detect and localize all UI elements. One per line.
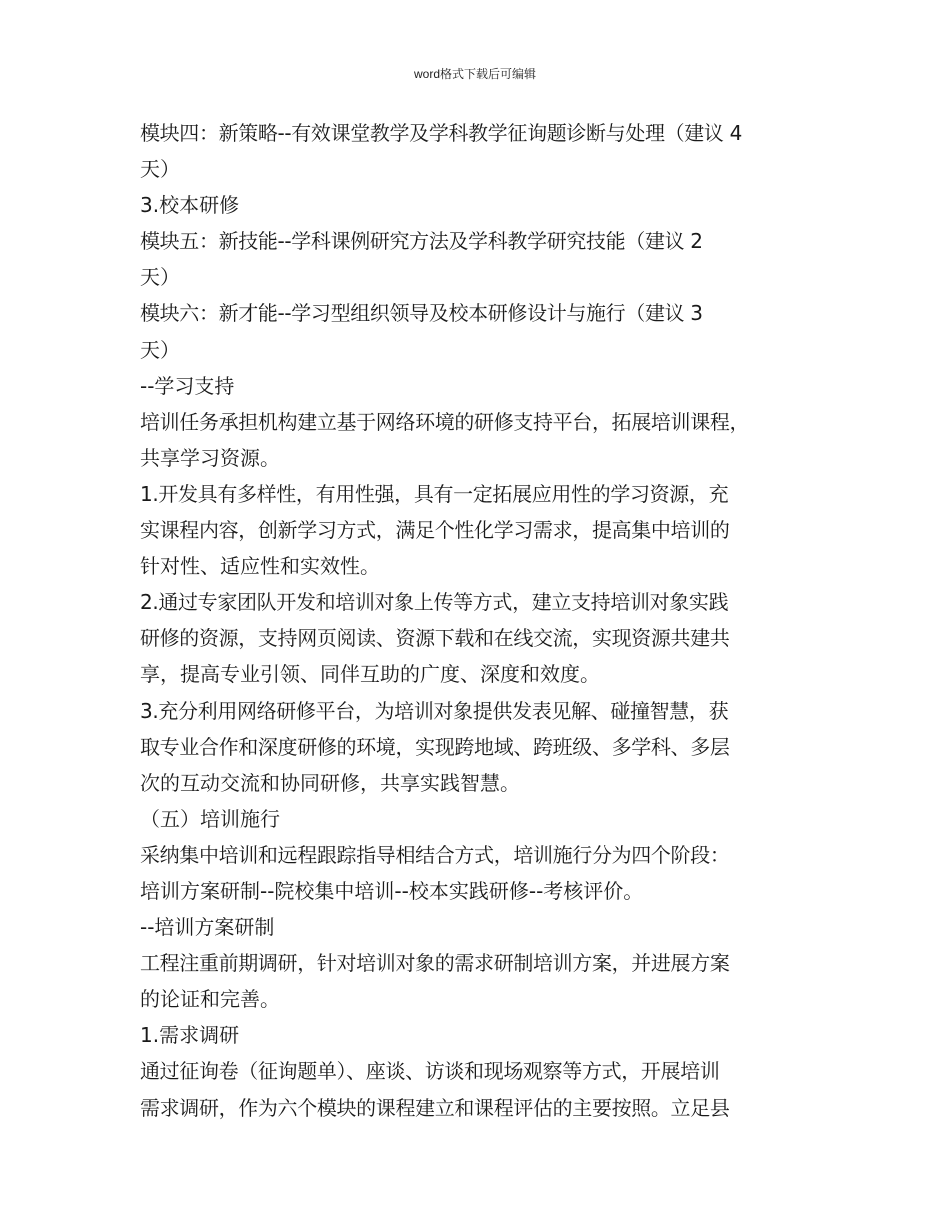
text-line: 享，提高专业引领、同伴互助的广度、深度和效度。 bbox=[140, 662, 600, 687]
text-line: 取专业合作和深度研修的环境，实现跨地域、跨班级、多学科、多层 bbox=[140, 734, 730, 759]
page-header: word格式下载后可编辑 bbox=[413, 67, 536, 81]
text-line: 模块五：新技能--学科课例研究方法及学科教学研究技能（建议 2 bbox=[140, 229, 703, 254]
text-line: --培训方案研制 bbox=[140, 915, 275, 940]
document-body bbox=[140, 115, 822, 1126]
text-line: 3.校本研修 bbox=[140, 193, 240, 218]
text-line: 次的互动交流和协同研修，共享实践智慧。 bbox=[140, 770, 520, 795]
text-line: 天） bbox=[140, 337, 180, 362]
text-line: 培训方案研制--院校集中培训--校本实践研修--考核评价。 bbox=[140, 878, 644, 903]
text-line: 通过征询卷（征询题单）、座谈、访谈和现场观察等方式，开展培训 bbox=[140, 1059, 720, 1084]
text-line: 采纳集中培训和远程跟踪指导相结合方式，培训施行分为四个阶段： bbox=[140, 842, 730, 867]
text-line: 1.需求调研 bbox=[140, 1023, 240, 1048]
text-line: 共享学习资源。 bbox=[140, 445, 280, 470]
text-line: 培训任务承担机构建立基于网络环境的研修支持平台，拓展培训课程， bbox=[140, 409, 750, 434]
text-line: 模块四：新策略--有效课堂教学及学科教学征询题诊断与处理（建议 4 bbox=[140, 121, 742, 145]
text-line: 天） bbox=[140, 265, 180, 290]
text-line: 3.充分利用网络研修平台，为培训对象提供发表见解、碰撞智慧，获 bbox=[140, 698, 729, 723]
text-line: 1.开发具有多样性，有用性强，具有一定拓展应用性的学习资源，充 bbox=[140, 481, 729, 506]
text-line: 实课程内容，创新学习方式，满足个性化学习需求，提高集中培训的 bbox=[140, 518, 730, 543]
text-line: 的论证和完善。 bbox=[140, 987, 280, 1012]
text-line: 2.通过专家团队开发和培训对象上传等方式，建立支持培训对象实践 bbox=[140, 590, 729, 615]
text-line: 针对性、适应性和实效性。 bbox=[140, 554, 380, 579]
text-line: 模块六：新才能--学习型组织领导及校本研修设计与施行（建议 3 bbox=[140, 301, 703, 326]
text-line: 工程注重前期调研，针对培训对象的需求研制培训方案，并进展方案 bbox=[140, 951, 730, 976]
text-line: 天） bbox=[140, 157, 180, 182]
text-line: 需求调研，作为六个模块的课程建立和课程评估的主要按照。立足县 bbox=[140, 1095, 730, 1120]
text-line: --学习支持 bbox=[140, 373, 235, 398]
text-line: 研修的资源，支持网页阅读、资源下载和在线交流，实现资源共建共 bbox=[140, 626, 730, 651]
section-heading: （五）培训施行 bbox=[140, 806, 280, 831]
